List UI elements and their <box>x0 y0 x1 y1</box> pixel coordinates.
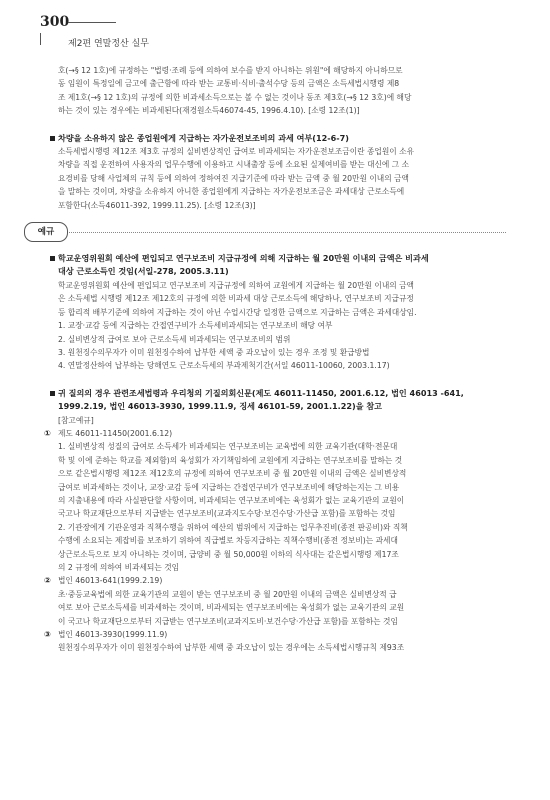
body-line: 학교운영위원회 예산에 편입되고 연구보조비 지급규정에 의하여 교원에게 지급하는 월 20만원 이내의 금액 <box>58 280 414 290</box>
reference-title: 법인 46013-3930(1999.11.9) <box>58 630 168 640</box>
circled-number-icon: ① <box>44 428 51 438</box>
example-badge: 예규 <box>24 222 68 242</box>
section-heading: 학교운영위원회 예산에 편입되고 연구보조비 지급규정에 의해 지급하는 월 20만원 이내의 금액은 비과세 <box>58 252 506 265</box>
body-line: 을 말하는 것이며, 차량을 소유하지 아니한 종업원에게 지급하는 자가운전보조금은 과세대상 근로소득에 <box>58 187 405 197</box>
square-bullet-icon <box>50 136 55 141</box>
body-line: 원천징수의무자가 이미 원천징수하여 납부한 세액 중 과오납이 있는 경우에는 소득세법시행규칙 제93조 <box>58 643 405 653</box>
body-line: 상근로소득으로 보지 아니하는 것이며, 급양비 중 월 50,000원 이하의 식사대는 같은법시행령 제17조 <box>58 549 399 559</box>
body-line: 학 및 이에 준하는 학교를 제외함)의 육성회가 자기책임하에 교원에게 지급하는 연구보조비를 말하는 것 <box>58 455 403 465</box>
square-bullet-icon <box>50 391 55 396</box>
reference-title: 제도 46011-11450(2001.6.12) <box>58 428 173 438</box>
reference-item <box>44 427 506 440</box>
square-bullet-icon <box>50 256 55 261</box>
circled-number-icon: ③ <box>44 630 51 640</box>
intro-paragraph <box>58 64 506 118</box>
section-car-allowance <box>58 132 506 212</box>
body-line: 의 2 규정에 의하여 비과세되는 것임 <box>58 563 180 572</box>
section-heading-cont: 1999.2.19, 법인 46013-3930, 1999.11.9, 징세 46101-59, 2001.1.22)을 참고 <box>58 401 382 412</box>
example-divider <box>24 222 506 242</box>
body-line: 여로 보아 근로소득세를 비과세하는 것이며, 비과세되는 연구보조비에는 육성회가 없는 교육기관의 교원 <box>58 603 405 613</box>
body-line: 등 합리적 배부기준에 의하여 지급하는 것이 아닌 수업시간당 일정한 금액으로 지급하는 금액은 과세대상임. <box>58 307 417 317</box>
body-line: 의 지출내용에 따라 사실판단할 사항이며, 비과세되는 연구보조비에는 육성회가 없는 교육기관의 교원이 <box>58 495 405 505</box>
circled-number-icon: ② <box>44 576 51 586</box>
body-line: 2. 기관장에게 기관운영과 직책수행을 위하여 예산의 범위에서 지급하는 업무추진비(종전 판공비)와 직책 <box>58 522 408 532</box>
body-line: 으로 같은법시행령 제12조 제12호의 규정에 의하여 연구보조비 중 월 20만원 이내의 금액은 실비변상적 <box>58 469 407 479</box>
reference-label: [참고예규] <box>58 415 94 425</box>
page-number: 300 <box>40 14 70 30</box>
body-line: 국고나 학교재단으로부터 지급받는 연구보조비(교과지도수당·보건수당·가산급 포함)를 포함하는 것임 <box>58 509 396 519</box>
dotted-divider <box>66 232 506 233</box>
intro-line: 동 임원이 특정일에 금고에 출근함에 따라 받는 교통비·식비·출석수당 등의 금액은 소득세법시행령 제8 <box>58 79 400 89</box>
intro-line: 조 제1호(→§ 12 1호)의 규정에 의한 비과세소득으로는 볼 수 없는 것이나 동조 제3호(→§ 12 3호)에 해당 <box>58 92 412 102</box>
chapter-title: 제2편 연말정산 실무 <box>68 39 150 49</box>
list-item: 1. 교장·교감 등에 지급하는 간접연구비가 소득세비과세되는 연구보조비 해당 여부 <box>58 321 333 331</box>
reference-item <box>44 574 506 587</box>
section-heading-cont: 대상 근로소득인 것임(서일-278, 2005.3.11) <box>58 266 229 277</box>
intro-line: 하는 것이 있는 경우에는 비과세된다(재경원소득46074-45, 1996.4.10). [소령 12조(1)] <box>58 106 360 116</box>
body-line: 요경비를 당해 사업체의 규칙 등에 의하여 정하여진 지급기준에 따라 받는 금액 중 월 20만원 이내의 금액 <box>58 173 409 183</box>
body-line: 급여로 비과세하는 것이나, 교장·교감 등에 지급하는 간접연구비가 연구보조비에 해당하는지는 그 비용 <box>58 482 400 492</box>
body-line: 1. 실비변상적 성질의 급여로 소득세가 비과세되는 연구보조비는 교육법에 의한 교육기관(대학·전문대 <box>58 442 398 452</box>
body-line: 이 국고나 학교재단으로부터 지급받는 연구보조비(교과지도비·보건수당·가산급 포함)를 포함하는 것임 <box>58 616 398 626</box>
body-line: 소득세법시행령 제12조 제3호 규정의 실비변상적인 급여로 비과세되는 자가운전보조금이란 종업원이 소유 <box>58 147 414 157</box>
section-heading: 차량을 소유하지 않은 종업원에게 지급하는 자가운전보조비의 과세 여부(12-6-7) <box>58 132 506 145</box>
list-item: 4. 연말정산하여 납부하는 당해연도 근로소득세의 부과제척기간(서일 46011-10060, 2003.1.17) <box>58 361 390 371</box>
body-line: 차량을 직접 운전하여 사용자의 업무수행에 이용하고 시내출장 등에 소요된 실제여비를 받는 대신에 그 소 <box>58 160 410 170</box>
section-heading: 귀 질의의 경우 관련조세법령과 우리청의 기질의회신문(제도 46011-11450, 2001.6.12, 법인 46013 -641, <box>58 387 506 400</box>
reference-item <box>44 628 506 641</box>
header-rule <box>68 22 116 23</box>
body-line: 수행에 소요되는 제잡비를 보조하기 위하여 직급별로 차등지급하는 직책수행비(종전 정보비)는 과세대 <box>58 536 398 546</box>
list-item: 3. 원천징수의무자가 이미 원천징수하여 납부한 세액 중 과오납이 있는 경우 조정 및 환급방법 <box>58 347 370 357</box>
list-item: 2. 실비변상적 급여로 보아 근로소득세 비과세되는 연구보조비의 범위 <box>58 334 291 344</box>
page-content <box>37 64 506 655</box>
body-line: 은 소득세법 시행령 제12조 제12호의 규정에 의한 비과세 대상 근로소득에 해당하나, 연구보조비 지급규정 <box>58 294 414 304</box>
body-line: 포함한다(소득46011-392, 1999.11.25). [소령 12조(3)] <box>58 200 256 210</box>
section-inquiry <box>44 387 506 655</box>
header-tick <box>40 33 41 45</box>
body-line: 초·중등교육법에 의한 교육기관의 교원이 받는 연구보조비 중 월 20만원 이내의 금액은 실비변상적 급 <box>58 589 397 599</box>
intro-line: 호(→§ 12 1호)에 규정하는 "법령·조례 등에 의하여 보수를 받지 아니하는 위원"에 해당하지 아니하므로 <box>58 66 403 75</box>
section-school-research <box>58 252 506 373</box>
reference-title: 법인 46013-641(1999.2.19) <box>58 576 163 586</box>
